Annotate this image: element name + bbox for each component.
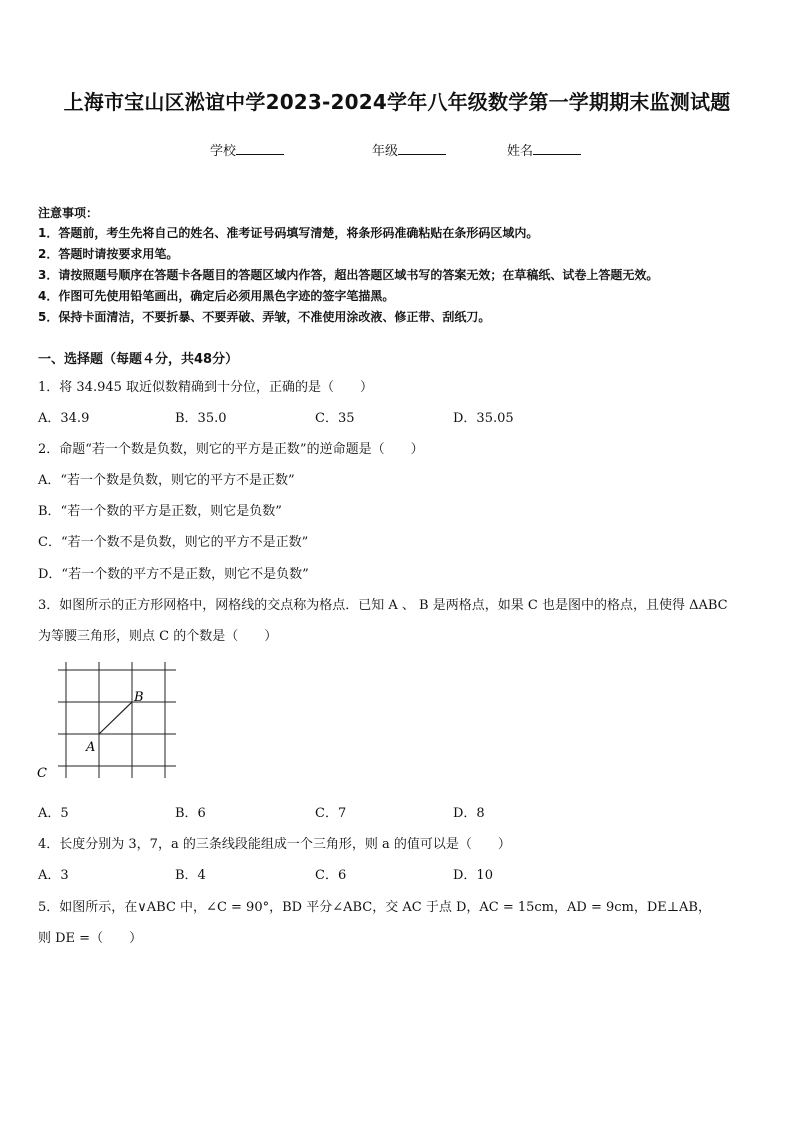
note-item: 3．请按照题号顺序在答题卡各题目的答题区域内作答，超出答题区域书写的答案无效；在草稿纸、试卷上答题无效。: [38, 268, 659, 282]
name-field: [507, 140, 581, 159]
q2-option-c: C．“若一个数不是负数，则它的平方不是正数”: [38, 535, 309, 550]
school-field: [210, 140, 284, 159]
q2-option-a: A．“若一个数是负数，则它的平方不是正数”: [38, 473, 295, 488]
q2-option-d: D．“若一个数的平方不是正数，则它不是负数”: [38, 567, 309, 582]
point-b-label: B: [134, 690, 144, 705]
q3-option-c: C．7: [315, 806, 347, 821]
segment-ab: [99, 702, 132, 734]
name-label: 姓名: [507, 144, 534, 159]
grade-label: 年级: [372, 144, 399, 159]
school-label: 学校: [210, 144, 237, 159]
question-1-stem: 1．将 34.945 取近似数精确到十分位，正确的是（ ）: [38, 380, 374, 395]
q3-option-b: B．6: [175, 806, 206, 821]
question-4-stem: 4．长度分别为 3，7，a 的三条线段能组成一个三角形，则 a 的值可以是（ ）: [38, 837, 511, 852]
q2-option-b: B．“若一个数的平方是正数，则它是负数”: [38, 504, 282, 519]
q4-option-a: A．3: [38, 868, 69, 883]
q3-option-a: A．5: [38, 806, 69, 821]
question-2-stem: 2．命题“若一个数是负数，则它的平方是正数”的逆命题是（ ）: [38, 442, 424, 457]
q4-option-b: B．4: [175, 868, 206, 883]
note-item: 4．作图可先使用铅笔画出，确定后必须用黑色字迹的签字笔描黑。: [38, 289, 395, 303]
question-5-stem-line1: 5．如图所示，在∨ABC 中，∠C = 90°，BD 平分∠ABC，交 AC 于点 D，AC = 15cm，AD = 9cm，DE⊥AB，: [38, 900, 711, 915]
note-item: 2．答题时请按要求用笔。: [38, 247, 179, 261]
q3-option-d: D．8: [453, 806, 485, 821]
point-a-label: A: [86, 740, 96, 755]
point-c-label: C: [37, 766, 47, 781]
q1-option-a: A．34.9: [38, 411, 90, 426]
note-item: 1．答题前，考生先将自己的姓名、准考证号码填写清楚，将条形码准确粘贴在条形码区域内。: [38, 226, 539, 240]
exam-title: 上海市宝山区淞谊中学2023-2024学年八年级数学第一学期期末监测试题: [63, 90, 731, 114]
question-5-stem-line2: 则 DE =（ ）: [38, 931, 143, 946]
q4-option-d: D．10: [453, 868, 493, 883]
q1-option-b: B．35.0: [175, 411, 227, 426]
q4-option-c: C．6: [315, 868, 347, 883]
note-item: 5．保持卡面清洁，不要折暴、不要弄破、弄皱，不准使用涂改液、修正带、刮纸刀。: [38, 310, 491, 324]
question-3-stem-line2: 为等腰三角形，则点 C 的个数是（ ）: [38, 629, 278, 644]
q1-option-c: C．35: [315, 411, 355, 426]
q1-option-d: D．35.05: [453, 411, 514, 426]
grade-field: [372, 140, 446, 159]
grid-figure: [36, 656, 186, 782]
grid-lines: [58, 662, 176, 778]
notes-heading: 注意事项：: [38, 206, 99, 220]
question-3-stem-line1: 3．如图所示的正方形网格中，网格线的交点称为格点．已知 A 、 B 是两格点，如果 C 也是图中的格点，且使得 ΔABC: [38, 598, 728, 613]
section-heading: 一、选择题（每题４分，共48分）: [38, 352, 239, 367]
